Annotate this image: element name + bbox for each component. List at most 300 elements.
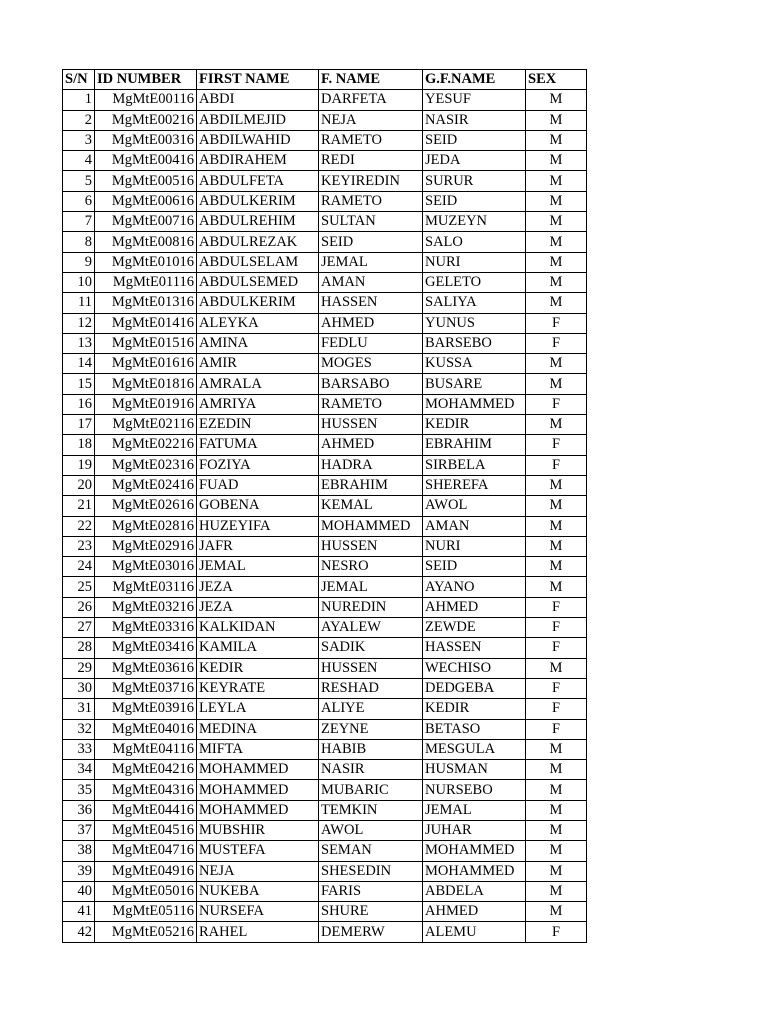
sex-cell: F — [526, 313, 587, 333]
sex-cell: M — [526, 861, 587, 881]
id-number-cell: MgMtE05216 — [95, 922, 197, 942]
serial-number-cell: 18 — [63, 435, 95, 455]
grandfather-name-cell: YUNUS — [423, 313, 526, 333]
father-name-cell: HUSSEN — [319, 415, 423, 435]
grandfather-name-cell: BARSEBO — [423, 333, 526, 353]
table-row — [63, 922, 587, 942]
serial-number-cell: 24 — [63, 557, 95, 577]
table-row — [63, 618, 587, 638]
table-row — [63, 232, 587, 252]
table-row — [63, 577, 587, 597]
table-row — [63, 130, 587, 150]
father-name-cell: AWOL — [319, 820, 423, 840]
serial-number-cell: 35 — [63, 780, 95, 800]
father-name-cell: KEYIREDIN — [319, 171, 423, 191]
header-grandfather-name: G.F.NAME — [423, 70, 526, 90]
id-number-cell: MgMtE03616 — [95, 658, 197, 678]
table-row — [63, 272, 587, 292]
first-name-cell: ABDULKERIM — [197, 191, 319, 211]
table-row — [63, 191, 587, 211]
serial-number-cell: 40 — [63, 881, 95, 901]
id-number-cell: MgMtE01116 — [95, 272, 197, 292]
father-name-cell: FEDLU — [319, 333, 423, 353]
id-number-cell: MgMtE05116 — [95, 902, 197, 922]
id-number-cell: MgMtE03416 — [95, 638, 197, 658]
id-number-cell: MgMtE01416 — [95, 313, 197, 333]
table-row — [63, 496, 587, 516]
father-name-cell: AYALEW — [319, 618, 423, 638]
sex-cell: F — [526, 333, 587, 353]
sex-cell: M — [526, 415, 587, 435]
id-number-cell: MgMtE04716 — [95, 841, 197, 861]
serial-number-cell: 3 — [63, 130, 95, 150]
first-name-cell: ABDULREZAK — [197, 232, 319, 252]
sex-cell: M — [526, 739, 587, 759]
first-name-cell: RAHEL — [197, 922, 319, 942]
first-name-cell: ABDULSEMED — [197, 272, 319, 292]
grandfather-name-cell: SALO — [423, 232, 526, 252]
first-name-cell: MEDINA — [197, 719, 319, 739]
sex-cell: M — [526, 516, 587, 536]
table-row — [63, 171, 587, 191]
id-number-cell: MgMtE03016 — [95, 557, 197, 577]
first-name-cell: FUAD — [197, 475, 319, 495]
father-name-cell: TEMKIN — [319, 800, 423, 820]
first-name-cell: NUKEBA — [197, 881, 319, 901]
grandfather-name-cell: KEDIR — [423, 415, 526, 435]
table-row — [63, 902, 587, 922]
id-number-cell: MgMtE04216 — [95, 760, 197, 780]
student-roster-sheet — [62, 69, 586, 943]
serial-number-cell: 41 — [63, 902, 95, 922]
serial-number-cell: 4 — [63, 151, 95, 171]
id-number-cell: MgMtE04516 — [95, 820, 197, 840]
id-number-cell: MgMtE05016 — [95, 881, 197, 901]
id-number-cell: MgMtE00616 — [95, 191, 197, 211]
sex-cell: M — [526, 374, 587, 394]
grandfather-name-cell: SURUR — [423, 171, 526, 191]
table-row — [63, 252, 587, 272]
id-number-cell: MgMtE00316 — [95, 130, 197, 150]
id-number-cell: MgMtE01516 — [95, 333, 197, 353]
father-name-cell: RAMETO — [319, 130, 423, 150]
table-row — [63, 475, 587, 495]
father-name-cell: JEMAL — [319, 577, 423, 597]
first-name-cell: HUZEYIFA — [197, 516, 319, 536]
table-row — [63, 415, 587, 435]
id-number-cell: MgMtE04016 — [95, 719, 197, 739]
grandfather-name-cell: HASSEN — [423, 638, 526, 658]
id-number-cell: MgMtE03716 — [95, 678, 197, 698]
id-number-cell: MgMtE03316 — [95, 618, 197, 638]
serial-number-cell: 22 — [63, 516, 95, 536]
grandfather-name-cell: MUZEYN — [423, 212, 526, 232]
father-name-cell: NEJA — [319, 110, 423, 130]
table-row — [63, 313, 587, 333]
father-name-cell: HUSSEN — [319, 658, 423, 678]
serial-number-cell: 11 — [63, 293, 95, 313]
sex-cell: F — [526, 618, 587, 638]
sex-cell: F — [526, 638, 587, 658]
table-row — [63, 719, 587, 739]
serial-number-cell: 25 — [63, 577, 95, 597]
serial-number-cell: 33 — [63, 739, 95, 759]
id-number-cell: MgMtE02616 — [95, 496, 197, 516]
table-row — [63, 455, 587, 475]
first-name-cell: MOHAMMED — [197, 760, 319, 780]
table-row — [63, 739, 587, 759]
father-name-cell: NUREDIN — [319, 597, 423, 617]
serial-number-cell: 5 — [63, 171, 95, 191]
grandfather-name-cell: NASIR — [423, 110, 526, 130]
serial-number-cell: 2 — [63, 110, 95, 130]
table-row — [63, 760, 587, 780]
id-number-cell: MgMtE03916 — [95, 699, 197, 719]
sex-cell: M — [526, 820, 587, 840]
id-number-cell: MgMtE02316 — [95, 455, 197, 475]
sex-cell: M — [526, 881, 587, 901]
grandfather-name-cell: EBRAHIM — [423, 435, 526, 455]
father-name-cell: BARSABO — [319, 374, 423, 394]
first-name-cell: ABDI — [197, 90, 319, 110]
first-name-cell: KEDIR — [197, 658, 319, 678]
first-name-cell: AMIR — [197, 354, 319, 374]
serial-number-cell: 31 — [63, 699, 95, 719]
id-number-cell: MgMtE02816 — [95, 516, 197, 536]
grandfather-name-cell: ZEWDE — [423, 618, 526, 638]
serial-number-cell: 26 — [63, 597, 95, 617]
id-number-cell: MgMtE01616 — [95, 354, 197, 374]
id-number-cell: MgMtE02116 — [95, 415, 197, 435]
first-name-cell: AMRIYA — [197, 394, 319, 414]
grandfather-name-cell: SALIYA — [423, 293, 526, 313]
grandfather-name-cell: ABDELA — [423, 881, 526, 901]
grandfather-name-cell: AHMED — [423, 597, 526, 617]
header-first-name: FIRST NAME — [197, 70, 319, 90]
table-row — [63, 638, 587, 658]
grandfather-name-cell: JEDA — [423, 151, 526, 171]
father-name-cell: AMAN — [319, 272, 423, 292]
id-number-cell: MgMtE00516 — [95, 171, 197, 191]
sex-cell: F — [526, 678, 587, 698]
table-row — [63, 536, 587, 556]
sex-cell: M — [526, 232, 587, 252]
id-number-cell: MgMtE04916 — [95, 861, 197, 881]
serial-number-cell: 10 — [63, 272, 95, 292]
first-name-cell: JAFR — [197, 536, 319, 556]
serial-number-cell: 9 — [63, 252, 95, 272]
first-name-cell: KAMILA — [197, 638, 319, 658]
father-name-cell: REDI — [319, 151, 423, 171]
serial-number-cell: 34 — [63, 760, 95, 780]
sex-cell: F — [526, 922, 587, 942]
sex-cell: M — [526, 902, 587, 922]
serial-number-cell: 6 — [63, 191, 95, 211]
grandfather-name-cell: AWOL — [423, 496, 526, 516]
serial-number-cell: 13 — [63, 333, 95, 353]
id-number-cell: MgMtE00716 — [95, 212, 197, 232]
table-row — [63, 394, 587, 414]
serial-number-cell: 42 — [63, 922, 95, 942]
table-row — [63, 841, 587, 861]
father-name-cell: ALIYE — [319, 699, 423, 719]
grandfather-name-cell: SEID — [423, 130, 526, 150]
sex-cell: F — [526, 719, 587, 739]
grandfather-name-cell: SEID — [423, 557, 526, 577]
header-father-name: F. NAME — [319, 70, 423, 90]
sex-cell: M — [526, 780, 587, 800]
grandfather-name-cell: BUSARE — [423, 374, 526, 394]
first-name-cell: ABDIRAHEM — [197, 151, 319, 171]
sex-cell: M — [526, 212, 587, 232]
sex-cell: M — [526, 272, 587, 292]
sex-cell: F — [526, 394, 587, 414]
table-row — [63, 597, 587, 617]
sex-cell: F — [526, 455, 587, 475]
first-name-cell: FATUMA — [197, 435, 319, 455]
serial-number-cell: 21 — [63, 496, 95, 516]
table-row — [63, 820, 587, 840]
father-name-cell: DEMERW — [319, 922, 423, 942]
sex-cell: M — [526, 151, 587, 171]
first-name-cell: MOHAMMED — [197, 800, 319, 820]
father-name-cell: HASSEN — [319, 293, 423, 313]
table-row — [63, 861, 587, 881]
grandfather-name-cell: KUSSA — [423, 354, 526, 374]
grandfather-name-cell: SIRBELA — [423, 455, 526, 475]
table-row — [63, 110, 587, 130]
first-name-cell: KALKIDAN — [197, 618, 319, 638]
first-name-cell: AMRALA — [197, 374, 319, 394]
table-row — [63, 780, 587, 800]
father-name-cell: MOHAMMED — [319, 516, 423, 536]
sex-cell: M — [526, 171, 587, 191]
id-number-cell: MgMtE01816 — [95, 374, 197, 394]
serial-number-cell: 30 — [63, 678, 95, 698]
sex-cell: M — [526, 354, 587, 374]
first-name-cell: ABDULKERIM — [197, 293, 319, 313]
grandfather-name-cell: JEMAL — [423, 800, 526, 820]
father-name-cell: RESHAD — [319, 678, 423, 698]
grandfather-name-cell: KEDIR — [423, 699, 526, 719]
first-name-cell: KEYRATE — [197, 678, 319, 698]
table-row — [63, 678, 587, 698]
sex-cell: M — [526, 841, 587, 861]
table-row — [63, 374, 587, 394]
father-name-cell: MUBARIC — [319, 780, 423, 800]
id-number-cell: MgMtE04116 — [95, 739, 197, 759]
sex-cell: M — [526, 252, 587, 272]
serial-number-cell: 29 — [63, 658, 95, 678]
first-name-cell: ALEYKA — [197, 313, 319, 333]
father-name-cell: SULTAN — [319, 212, 423, 232]
id-number-cell: MgMtE03216 — [95, 597, 197, 617]
father-name-cell: AHMED — [319, 435, 423, 455]
grandfather-name-cell: NURSEBO — [423, 780, 526, 800]
id-number-cell: MgMtE04316 — [95, 780, 197, 800]
father-name-cell: AHMED — [319, 313, 423, 333]
sex-cell: M — [526, 577, 587, 597]
serial-number-cell: 12 — [63, 313, 95, 333]
grandfather-name-cell: SHEREFA — [423, 475, 526, 495]
sex-cell: M — [526, 475, 587, 495]
id-number-cell: MgMtE02916 — [95, 536, 197, 556]
id-number-cell: MgMtE02416 — [95, 475, 197, 495]
id-number-cell: MgMtE00216 — [95, 110, 197, 130]
serial-number-cell: 28 — [63, 638, 95, 658]
first-name-cell: ABDILWAHID — [197, 130, 319, 150]
grandfather-name-cell: AMAN — [423, 516, 526, 536]
header-serial-number: S/N — [63, 70, 95, 90]
id-number-cell: MgMtE01916 — [95, 394, 197, 414]
father-name-cell: NASIR — [319, 760, 423, 780]
sex-cell: M — [526, 760, 587, 780]
grandfather-name-cell: AYANO — [423, 577, 526, 597]
table-body — [63, 90, 587, 942]
grandfather-name-cell: MESGULA — [423, 739, 526, 759]
first-name-cell: ABDILMEJID — [197, 110, 319, 130]
grandfather-name-cell: BETASO — [423, 719, 526, 739]
father-name-cell: DARFETA — [319, 90, 423, 110]
serial-number-cell: 36 — [63, 800, 95, 820]
serial-number-cell: 17 — [63, 415, 95, 435]
id-number-cell: MgMtE03116 — [95, 577, 197, 597]
header-id-number: ID NUMBER — [95, 70, 197, 90]
first-name-cell: LEYLA — [197, 699, 319, 719]
table-row — [63, 516, 587, 536]
table-row — [63, 800, 587, 820]
sex-cell: M — [526, 293, 587, 313]
first-name-cell: GOBENA — [197, 496, 319, 516]
first-name-cell: FOZIYA — [197, 455, 319, 475]
grandfather-name-cell: ALEMU — [423, 922, 526, 942]
table-row — [63, 557, 587, 577]
table-row — [63, 658, 587, 678]
id-number-cell: MgMtE00416 — [95, 151, 197, 171]
first-name-cell: ABDULREHIM — [197, 212, 319, 232]
sex-cell: M — [526, 90, 587, 110]
sex-cell: F — [526, 597, 587, 617]
first-name-cell: JEZA — [197, 577, 319, 597]
father-name-cell: NESRO — [319, 557, 423, 577]
table-row — [63, 699, 587, 719]
grandfather-name-cell: WECHISO — [423, 658, 526, 678]
father-name-cell: FARIS — [319, 881, 423, 901]
table-row — [63, 151, 587, 171]
first-name-cell: JEMAL — [197, 557, 319, 577]
serial-number-cell: 32 — [63, 719, 95, 739]
table-header-row — [63, 70, 587, 90]
grandfather-name-cell: YESUF — [423, 90, 526, 110]
father-name-cell: HABIB — [319, 739, 423, 759]
serial-number-cell: 7 — [63, 212, 95, 232]
grandfather-name-cell: HUSMAN — [423, 760, 526, 780]
first-name-cell: MIFTA — [197, 739, 319, 759]
student-roster-table — [62, 69, 587, 943]
table-row — [63, 881, 587, 901]
sex-cell: F — [526, 699, 587, 719]
serial-number-cell: 27 — [63, 618, 95, 638]
serial-number-cell: 39 — [63, 861, 95, 881]
father-name-cell: SHURE — [319, 902, 423, 922]
table-row — [63, 293, 587, 313]
serial-number-cell: 37 — [63, 820, 95, 840]
serial-number-cell: 15 — [63, 374, 95, 394]
first-name-cell: MOHAMMED — [197, 780, 319, 800]
table-row — [63, 212, 587, 232]
table-row — [63, 333, 587, 353]
serial-number-cell: 8 — [63, 232, 95, 252]
serial-number-cell: 14 — [63, 354, 95, 374]
father-name-cell: ZEYNE — [319, 719, 423, 739]
first-name-cell: ABDULSELAM — [197, 252, 319, 272]
father-name-cell: MOGES — [319, 354, 423, 374]
table-row — [63, 90, 587, 110]
father-name-cell: SEMAN — [319, 841, 423, 861]
grandfather-name-cell: NURI — [423, 252, 526, 272]
first-name-cell: EZEDIN — [197, 415, 319, 435]
serial-number-cell: 38 — [63, 841, 95, 861]
father-name-cell: SEID — [319, 232, 423, 252]
id-number-cell: MgMtE00116 — [95, 90, 197, 110]
sex-cell: M — [526, 658, 587, 678]
serial-number-cell: 16 — [63, 394, 95, 414]
grandfather-name-cell: MOHAMMED — [423, 841, 526, 861]
serial-number-cell: 20 — [63, 475, 95, 495]
father-name-cell: KEMAL — [319, 496, 423, 516]
id-number-cell: MgMtE01016 — [95, 252, 197, 272]
header-sex: SEX — [526, 70, 587, 90]
father-name-cell: SHESEDIN — [319, 861, 423, 881]
first-name-cell: NURSEFA — [197, 902, 319, 922]
id-number-cell: MgMtE00816 — [95, 232, 197, 252]
father-name-cell: HADRA — [319, 455, 423, 475]
grandfather-name-cell: JUHAR — [423, 820, 526, 840]
first-name-cell: AMINA — [197, 333, 319, 353]
father-name-cell: SADIK — [319, 638, 423, 658]
father-name-cell: EBRAHIM — [319, 475, 423, 495]
grandfather-name-cell: AHMED — [423, 902, 526, 922]
sex-cell: M — [526, 496, 587, 516]
grandfather-name-cell: MOHAMMED — [423, 861, 526, 881]
first-name-cell: MUSTEFA — [197, 841, 319, 861]
sex-cell: M — [526, 110, 587, 130]
father-name-cell: RAMETO — [319, 191, 423, 211]
grandfather-name-cell: SEID — [423, 191, 526, 211]
serial-number-cell: 1 — [63, 90, 95, 110]
sex-cell: M — [526, 557, 587, 577]
grandfather-name-cell: GELETO — [423, 272, 526, 292]
table-row — [63, 354, 587, 374]
id-number-cell: MgMtE01316 — [95, 293, 197, 313]
sex-cell: M — [526, 130, 587, 150]
first-name-cell: NEJA — [197, 861, 319, 881]
first-name-cell: JEZA — [197, 597, 319, 617]
sex-cell: M — [526, 191, 587, 211]
serial-number-cell: 23 — [63, 536, 95, 556]
father-name-cell: JEMAL — [319, 252, 423, 272]
first-name-cell: MUBSHIR — [197, 820, 319, 840]
serial-number-cell: 19 — [63, 455, 95, 475]
grandfather-name-cell: DEDGEBA — [423, 678, 526, 698]
id-number-cell: MgMtE04416 — [95, 800, 197, 820]
grandfather-name-cell: NURI — [423, 536, 526, 556]
father-name-cell: RAMETO — [319, 394, 423, 414]
sex-cell: M — [526, 536, 587, 556]
first-name-cell: ABDULFETA — [197, 171, 319, 191]
sex-cell: M — [526, 800, 587, 820]
id-number-cell: MgMtE02216 — [95, 435, 197, 455]
